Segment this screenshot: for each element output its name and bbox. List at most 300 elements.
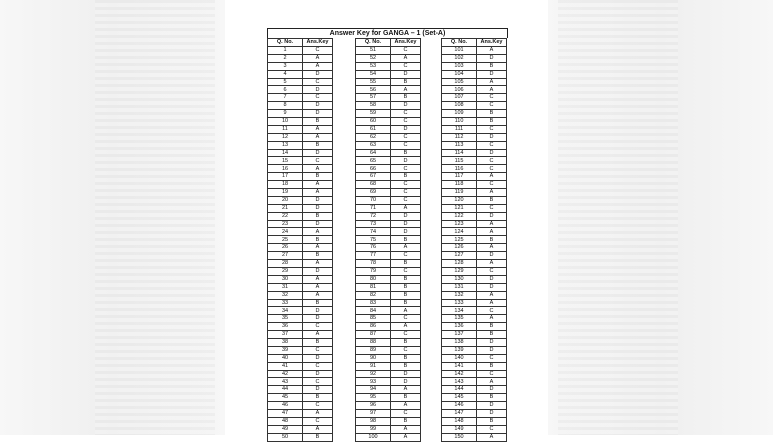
answer-key: C [303, 402, 333, 410]
answer-key: A [477, 78, 507, 86]
answer-key: A [477, 315, 507, 323]
answer-key: B [303, 252, 333, 260]
answer-key: B [303, 433, 333, 441]
answer-key: C [391, 315, 421, 323]
header-row [442, 39, 507, 47]
table-row [356, 409, 421, 417]
answer-key: C [477, 181, 507, 189]
question-number: 146 [442, 402, 477, 410]
answer-key: A [391, 433, 421, 441]
table-row [442, 54, 507, 62]
question-number: 85 [356, 315, 391, 323]
question-number: 46 [268, 402, 303, 410]
question-number: 62 [356, 133, 391, 141]
question-number: 8 [268, 102, 303, 110]
table-row [356, 323, 421, 331]
question-number: 36 [268, 323, 303, 331]
question-number: 10 [268, 118, 303, 126]
answer-key: D [477, 54, 507, 62]
question-number: 80 [356, 275, 391, 283]
table-row [442, 402, 507, 410]
table-row [442, 173, 507, 181]
answer-key: B [477, 196, 507, 204]
table-row [442, 260, 507, 268]
answer-key: B [477, 236, 507, 244]
question-number: 55 [356, 78, 391, 86]
answer-key: B [391, 149, 421, 157]
table-row [268, 402, 333, 410]
answer-key: C [391, 133, 421, 141]
question-number: 42 [268, 370, 303, 378]
answer-key: C [303, 362, 333, 370]
question-number: 139 [442, 346, 477, 354]
blurred-background-right [548, 0, 773, 435]
answer-key: A [303, 275, 333, 283]
question-number: 28 [268, 260, 303, 268]
table-row [356, 307, 421, 315]
question-number: 66 [356, 165, 391, 173]
header-row [268, 39, 333, 47]
table-row [268, 62, 333, 70]
question-number: 68 [356, 181, 391, 189]
answer-key: B [391, 354, 421, 362]
answer-key: C [477, 102, 507, 110]
table-row [356, 149, 421, 157]
question-number: 37 [268, 331, 303, 339]
answer-key: D [303, 149, 333, 157]
answer-key: A [391, 204, 421, 212]
answer-key: B [391, 291, 421, 299]
answer-key: C [391, 62, 421, 70]
question-number: 120 [442, 196, 477, 204]
answer-key: A [303, 260, 333, 268]
question-number: 41 [268, 362, 303, 370]
table-row [442, 212, 507, 220]
table-row [356, 338, 421, 346]
table-row [442, 354, 507, 362]
table-row [356, 244, 421, 252]
table-row [442, 378, 507, 386]
question-number: 90 [356, 354, 391, 362]
answer-key: A [303, 409, 333, 417]
question-number: 48 [268, 417, 303, 425]
question-number: 147 [442, 409, 477, 417]
answer-key: C [391, 110, 421, 118]
answer-key: B [391, 173, 421, 181]
answer-key: D [391, 157, 421, 165]
table-row [356, 196, 421, 204]
table-row [268, 338, 333, 346]
answer-key: D [303, 86, 333, 94]
answer-key: A [303, 125, 333, 133]
question-number: 47 [268, 409, 303, 417]
table-row [442, 228, 507, 236]
question-number: 65 [356, 157, 391, 165]
table-row [442, 133, 507, 141]
table-row [268, 283, 333, 291]
table-row [268, 228, 333, 236]
table-row [356, 299, 421, 307]
question-number: 67 [356, 173, 391, 181]
question-number: 51 [356, 47, 391, 55]
question-number: 99 [356, 425, 391, 433]
table-row [268, 370, 333, 378]
answer-table-3 [441, 38, 507, 442]
table-row [442, 291, 507, 299]
answer-key: B [303, 299, 333, 307]
answer-key: C [477, 425, 507, 433]
table-row [268, 260, 333, 268]
question-number: 26 [268, 244, 303, 252]
answer-key: C [391, 181, 421, 189]
question-number: 93 [356, 378, 391, 386]
question-number: 16 [268, 165, 303, 173]
answer-key: A [477, 189, 507, 197]
answer-key: B [391, 94, 421, 102]
table-row [268, 267, 333, 275]
table-row [356, 165, 421, 173]
table-row [268, 252, 333, 260]
table-row [442, 307, 507, 315]
question-number: 71 [356, 204, 391, 212]
answer-table-2 [355, 38, 421, 442]
table-row [442, 102, 507, 110]
question-number: 44 [268, 386, 303, 394]
table-row [268, 307, 333, 315]
table-row [356, 70, 421, 78]
answer-key: D [477, 212, 507, 220]
question-number: 30 [268, 275, 303, 283]
table-row [442, 425, 507, 433]
table-row [268, 102, 333, 110]
answer-key: D [391, 125, 421, 133]
table-row [268, 409, 333, 417]
answer-key: C [477, 94, 507, 102]
table-row [442, 338, 507, 346]
question-number: 78 [356, 260, 391, 268]
answer-key: A [303, 133, 333, 141]
table-row [268, 275, 333, 283]
answer-key: A [391, 244, 421, 252]
answer-key: B [303, 141, 333, 149]
answer-key: C [391, 189, 421, 197]
question-number: 128 [442, 260, 477, 268]
answer-key: B [391, 275, 421, 283]
answer-key: C [391, 118, 421, 126]
question-number: 84 [356, 307, 391, 315]
table-row [442, 236, 507, 244]
header-row [356, 39, 421, 47]
table-row [268, 141, 333, 149]
table-row [268, 236, 333, 244]
answer-key: C [477, 141, 507, 149]
answer-key: A [391, 402, 421, 410]
table-row [268, 118, 333, 126]
question-number: 49 [268, 425, 303, 433]
question-number: 23 [268, 220, 303, 228]
question-number: 43 [268, 378, 303, 386]
answer-key: A [391, 386, 421, 394]
table-row [268, 212, 333, 220]
table-row [356, 386, 421, 394]
answer-key: D [391, 70, 421, 78]
table-row [442, 331, 507, 339]
question-number: 31 [268, 283, 303, 291]
table-row [356, 181, 421, 189]
table-row [356, 331, 421, 339]
question-number: 27 [268, 252, 303, 260]
table-row [268, 291, 333, 299]
blurred-background-left [0, 0, 225, 435]
table-row [356, 220, 421, 228]
question-number: 24 [268, 228, 303, 236]
question-number: 115 [442, 157, 477, 165]
question-number: 129 [442, 267, 477, 275]
answer-key: D [303, 315, 333, 323]
answer-key: B [391, 299, 421, 307]
question-number: 72 [356, 212, 391, 220]
answer-key: B [391, 283, 421, 291]
question-number: 33 [268, 299, 303, 307]
table-row [442, 394, 507, 402]
answer-key: B [303, 394, 333, 402]
answer-key: D [477, 386, 507, 394]
question-number: 25 [268, 236, 303, 244]
table-row [442, 417, 507, 425]
table-row [442, 299, 507, 307]
question-number: 74 [356, 228, 391, 236]
table-row [356, 252, 421, 260]
answer-key: C [303, 378, 333, 386]
question-number: 39 [268, 346, 303, 354]
table-row [268, 362, 333, 370]
answer-key: D [477, 338, 507, 346]
question-number: 70 [356, 196, 391, 204]
table-row [268, 220, 333, 228]
question-number: 6 [268, 86, 303, 94]
table-row [356, 315, 421, 323]
question-number: 140 [442, 354, 477, 362]
answer-table-1 [267, 38, 333, 442]
table-row [356, 370, 421, 378]
answer-key: A [391, 425, 421, 433]
table-row [442, 181, 507, 189]
answer-key: A [391, 323, 421, 331]
question-number: 64 [356, 149, 391, 157]
table-row [356, 362, 421, 370]
answer-key: B [477, 62, 507, 70]
table-row [442, 346, 507, 354]
question-number: 145 [442, 394, 477, 402]
question-number: 38 [268, 338, 303, 346]
table-row [268, 315, 333, 323]
table-row [268, 386, 333, 394]
answer-key: B [303, 338, 333, 346]
table-row [356, 204, 421, 212]
blurred-document-ghost [95, 0, 215, 435]
question-number: 57 [356, 94, 391, 102]
answer-key: D [391, 102, 421, 110]
answer-key: B [391, 338, 421, 346]
answer-key: A [477, 260, 507, 268]
table-row [268, 181, 333, 189]
question-number: 122 [442, 212, 477, 220]
table-row [268, 94, 333, 102]
answer-key: B [303, 173, 333, 181]
table-row [442, 315, 507, 323]
table-row [356, 86, 421, 94]
table-row [442, 244, 507, 252]
question-number: 91 [356, 362, 391, 370]
answer-key: C [391, 196, 421, 204]
question-number: 9 [268, 110, 303, 118]
question-number: 75 [356, 236, 391, 244]
question-number: 102 [442, 54, 477, 62]
question-number: 1 [268, 47, 303, 55]
answer-key: D [303, 370, 333, 378]
table-row [442, 409, 507, 417]
answer-key: C [477, 157, 507, 165]
question-number: 100 [356, 433, 391, 441]
table-row [356, 346, 421, 354]
answer-key: C [477, 125, 507, 133]
answer-key: A [477, 378, 507, 386]
question-number: 11 [268, 125, 303, 133]
answer-key: D [477, 402, 507, 410]
question-number: 52 [356, 54, 391, 62]
table-row [268, 204, 333, 212]
answer-key: D [303, 204, 333, 212]
answer-key: D [391, 378, 421, 386]
question-number: 12 [268, 133, 303, 141]
answer-key: B [477, 118, 507, 126]
table-row [356, 228, 421, 236]
table-row [268, 54, 333, 62]
question-number: 136 [442, 323, 477, 331]
table-row [268, 417, 333, 425]
question-number: 148 [442, 417, 477, 425]
question-number: 21 [268, 204, 303, 212]
table-row [356, 267, 421, 275]
question-number: 127 [442, 252, 477, 260]
question-number: 17 [268, 173, 303, 181]
table-row [268, 189, 333, 197]
table-row [268, 354, 333, 362]
question-number: 7 [268, 94, 303, 102]
table-row [442, 86, 507, 94]
question-number: 124 [442, 228, 477, 236]
question-number: 149 [442, 425, 477, 433]
document-title: Answer Key for GANGA – 1 (Set-A) [267, 28, 508, 38]
question-number: 117 [442, 173, 477, 181]
answer-key: D [391, 228, 421, 236]
table-row [356, 212, 421, 220]
header-ans: Ans.Key [391, 39, 421, 47]
table-row [356, 291, 421, 299]
question-number: 130 [442, 275, 477, 283]
answer-key: B [477, 110, 507, 118]
question-number: 34 [268, 307, 303, 315]
answer-key: D [477, 252, 507, 260]
question-number: 45 [268, 394, 303, 402]
table-row [442, 189, 507, 197]
table-row [268, 86, 333, 94]
answer-key: A [303, 165, 333, 173]
question-number: 132 [442, 291, 477, 299]
table-row [442, 283, 507, 291]
answer-key: B [391, 394, 421, 402]
answer-key: D [477, 70, 507, 78]
question-number: 53 [356, 62, 391, 70]
question-number: 97 [356, 409, 391, 417]
table-row [356, 94, 421, 102]
question-number: 105 [442, 78, 477, 86]
question-number: 101 [442, 47, 477, 55]
answer-key: D [477, 283, 507, 291]
question-number: 88 [356, 338, 391, 346]
table-row [442, 165, 507, 173]
answer-key: D [303, 354, 333, 362]
table-row [268, 157, 333, 165]
answer-key: D [303, 220, 333, 228]
question-number: 141 [442, 362, 477, 370]
answer-key: C [391, 141, 421, 149]
question-number: 13 [268, 141, 303, 149]
answer-key: C [477, 370, 507, 378]
question-number: 82 [356, 291, 391, 299]
answer-key: A [477, 291, 507, 299]
table-row [268, 70, 333, 78]
table-row [268, 323, 333, 331]
table-row [442, 78, 507, 86]
header-qno: Q. No. [356, 39, 391, 47]
question-number: 107 [442, 94, 477, 102]
table-row [268, 196, 333, 204]
question-number: 61 [356, 125, 391, 133]
table-row [356, 236, 421, 244]
table-row [442, 47, 507, 55]
table-row [442, 433, 507, 441]
question-number: 134 [442, 307, 477, 315]
answer-key: A [303, 189, 333, 197]
question-number: 56 [356, 86, 391, 94]
header-ans: Ans.Key [477, 39, 507, 47]
table-row [356, 402, 421, 410]
table-row [442, 204, 507, 212]
answer-key: D [303, 307, 333, 315]
answer-key: A [477, 173, 507, 181]
answer-key: A [303, 425, 333, 433]
question-number: 111 [442, 125, 477, 133]
question-number: 54 [356, 70, 391, 78]
table-row [442, 149, 507, 157]
question-number: 135 [442, 315, 477, 323]
table-row [442, 362, 507, 370]
table-row [356, 425, 421, 433]
table-row [442, 370, 507, 378]
answer-key: A [303, 181, 333, 189]
table-row [356, 133, 421, 141]
table-row [356, 417, 421, 425]
table-row [268, 425, 333, 433]
header-qno: Q. No. [268, 39, 303, 47]
table-row [268, 244, 333, 252]
question-number: 116 [442, 165, 477, 173]
question-number: 22 [268, 212, 303, 220]
table-row [442, 118, 507, 126]
answer-key: A [391, 54, 421, 62]
answer-key: D [303, 70, 333, 78]
